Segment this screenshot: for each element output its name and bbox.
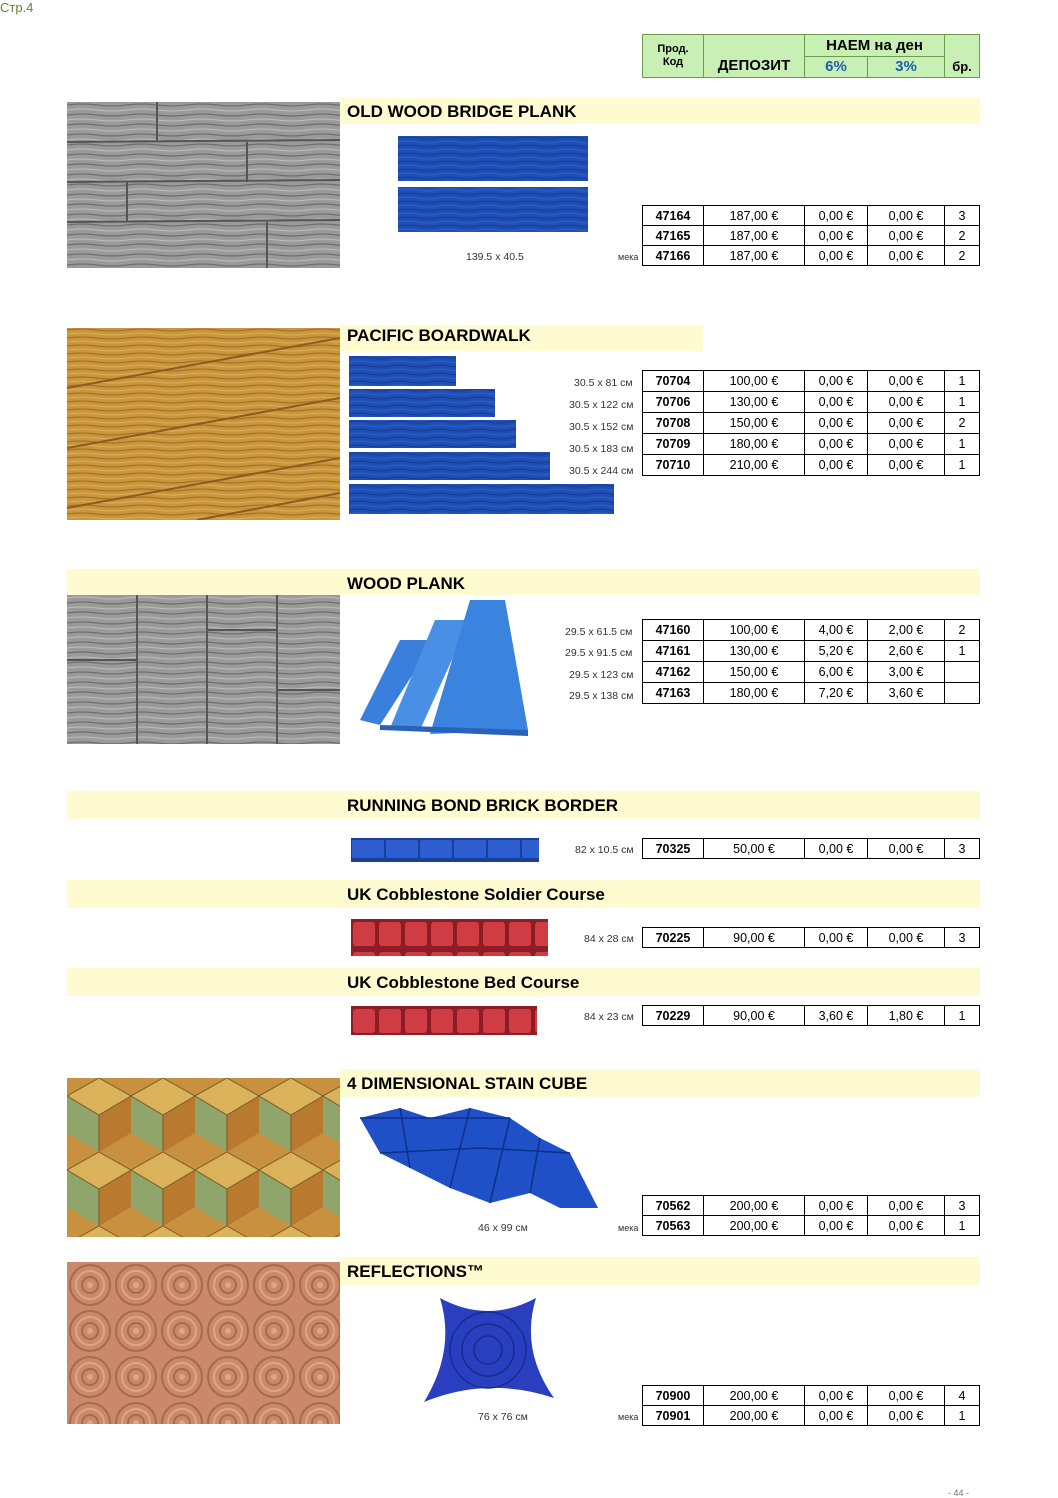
rent-3-value: 0,00 €	[868, 455, 945, 476]
table-row	[643, 1386, 980, 1406]
code-label-1: Прод.	[657, 43, 689, 55]
table-row	[643, 246, 980, 266]
rent-3-value: 3,00 €	[868, 662, 945, 683]
deposit-value: 200,00 €	[704, 1406, 805, 1426]
price-table-bed-course	[642, 1005, 980, 1026]
table-row	[643, 839, 980, 859]
section-title-soldier-course: UK Cobblestone Soldier Course	[347, 885, 605, 904]
qty-value: 2	[945, 413, 980, 434]
rent-6-value: 0,00 €	[805, 1386, 868, 1406]
section-title-reflections: REFLECTIONS™	[347, 1262, 484, 1281]
qty-header: бр.	[945, 35, 980, 78]
rate-6-header: 6%	[805, 56, 868, 78]
product-code: 70710	[643, 455, 704, 476]
product-code: 70562	[643, 1196, 704, 1216]
section-title-wood-plank: WOOD PLANK	[347, 574, 466, 593]
deposit-value: 187,00 €	[704, 246, 805, 266]
price-table-running-bond	[642, 838, 980, 859]
product-code: 70708	[643, 413, 704, 434]
qty-value: 1	[945, 1216, 980, 1236]
section-title-bed-course: UK Cobblestone Bed Course	[347, 973, 580, 992]
rent-6-value: 5,20 €	[805, 641, 868, 662]
rent-3-value: 0,00 €	[868, 928, 945, 948]
wood-plank-photo	[67, 570, 340, 744]
dimension-label: 46 x 99 см	[478, 1222, 528, 1234]
table-row	[643, 1216, 980, 1236]
rent-3-value: 0,00 €	[868, 206, 945, 226]
rent-3-value: 0,00 €	[868, 246, 945, 266]
table-row	[643, 392, 980, 413]
rent-3-value: 0,00 €	[868, 371, 945, 392]
price-table-old-wood-bridge	[642, 205, 980, 266]
qty-value: 2	[945, 226, 980, 246]
deposit-value: 200,00 €	[704, 1196, 805, 1216]
deposit-header: ДЕПОЗИТ	[704, 35, 805, 78]
product-code: 70704	[643, 371, 704, 392]
table-row	[643, 226, 980, 246]
table-row	[643, 1006, 980, 1026]
dimension-label: 29.5 x 123 см	[569, 669, 634, 681]
deposit-value: 100,00 €	[704, 371, 805, 392]
pacific-boardwalk-photo	[67, 328, 340, 520]
page-footer: - 44 -	[948, 1488, 970, 1498]
table-row	[643, 928, 980, 948]
deposit-value: 150,00 €	[704, 662, 805, 683]
section-title-running-bond: RUNNING BOND BRICK BORDER	[347, 796, 619, 815]
qty-value	[945, 683, 980, 704]
code-label-2: Код	[662, 56, 684, 68]
qty-value: 1	[945, 641, 980, 662]
price-table-soldier-course	[642, 927, 980, 948]
dimension-label: 82 x 10.5 см	[575, 844, 634, 856]
rent-3-value: 3,60 €	[868, 683, 945, 704]
product-code: 47160	[643, 620, 704, 641]
dimension-label: 84 x 28 см	[584, 933, 634, 945]
deposit-value: 180,00 €	[704, 434, 805, 455]
product-code: 47163	[643, 683, 704, 704]
wood-plank-mat-image	[360, 600, 530, 745]
rent-3-value: 0,00 €	[868, 1216, 945, 1236]
table-row	[643, 1196, 980, 1216]
table-row	[643, 371, 980, 392]
product-code: 70709	[643, 434, 704, 455]
dimension-label: 29.5 x 61.5 см	[565, 626, 633, 638]
qty-value	[945, 662, 980, 683]
dimension-label: 139.5 x 40.5	[466, 251, 524, 263]
table-row	[643, 1406, 980, 1426]
deposit-value: 100,00 €	[704, 620, 805, 641]
rent-3-value: 2,00 €	[868, 620, 945, 641]
rent-6-value: 0,00 €	[805, 1196, 868, 1216]
qty-value: 1	[945, 1006, 980, 1026]
rent-3-value: 0,00 €	[868, 1406, 945, 1426]
rent-6-value: 0,00 €	[805, 928, 868, 948]
section-title-old-wood-bridge-plank: OLD WOOD BRIDGE PLANK	[347, 102, 577, 121]
rent-6-value: 0,00 €	[805, 413, 868, 434]
qty-value: 1	[945, 392, 980, 413]
rent-6-value: 0,00 €	[805, 1406, 868, 1426]
reflections-mat-image	[420, 1294, 556, 1411]
qty-value: 4	[945, 1386, 980, 1406]
table-row	[643, 206, 980, 226]
deposit-value: 200,00 €	[704, 1216, 805, 1236]
rent-6-value: 7,20 €	[805, 683, 868, 704]
dimension-label: 30.5 x 81 см	[574, 377, 633, 389]
table-row	[643, 413, 980, 434]
dimension-label: 84 x 23 см	[584, 1011, 634, 1023]
section-title-stain-cube: 4 DIMENSIONAL STAIN CUBE	[347, 1074, 588, 1093]
soft-note: мека	[618, 252, 639, 262]
product-code: 70229	[643, 1006, 704, 1026]
dimension-label: 29.5 x 138 см	[569, 690, 634, 702]
qty-value: 3	[945, 928, 980, 948]
deposit-value: 180,00 €	[704, 683, 805, 704]
deposit-value: 50,00 €	[704, 839, 805, 859]
rent-6-value: 0,00 €	[805, 371, 868, 392]
rent-3-value: 1,80 €	[868, 1006, 945, 1026]
product-code: 47161	[643, 641, 704, 662]
qty-value: 1	[945, 1406, 980, 1426]
rent-6-value: 0,00 €	[805, 1216, 868, 1236]
product-code: 47166	[643, 246, 704, 266]
product-code: 47164	[643, 206, 704, 226]
dimension-label: 29.5 x 91.5 см	[565, 647, 633, 659]
rent-3-value: 0,00 €	[868, 226, 945, 246]
qty-value: 1	[945, 434, 980, 455]
product-code: 70900	[643, 1386, 704, 1406]
rent-6-value: 4,00 €	[805, 620, 868, 641]
rent-header: НАЕМ на ден	[805, 35, 945, 57]
soldier-course-mat-image	[351, 919, 548, 961]
reflections-photo	[67, 1262, 340, 1424]
table-row	[643, 434, 980, 455]
qty-value: 3	[945, 206, 980, 226]
page-number: Стр.4	[0, 0, 34, 15]
product-code: 70225	[643, 928, 704, 948]
table-row	[643, 641, 980, 662]
dimension-label: 30.5 x 244 см	[569, 465, 634, 477]
stain-cube-photo	[67, 1078, 340, 1237]
rent-6-value: 0,00 €	[805, 246, 868, 266]
product-code: 70901	[643, 1406, 704, 1426]
rent-6-value: 3,60 €	[805, 1006, 868, 1026]
table-row	[643, 455, 980, 476]
price-table-pacific-boardwalk	[642, 370, 980, 476]
qty-value: 2	[945, 620, 980, 641]
rent-6-value: 0,00 €	[805, 392, 868, 413]
title-bar	[67, 569, 980, 595]
rate-3-header: 3%	[868, 56, 945, 78]
product-code: 70563	[643, 1216, 704, 1236]
qty-value: 1	[945, 455, 980, 476]
section-title-pacific-boardwalk: PACIFIC BOARDWALK	[347, 326, 531, 345]
dimension-label: 30.5 x 152 см	[569, 421, 634, 433]
deposit-value: 210,00 €	[704, 455, 805, 476]
rent-6-value: 0,00 €	[805, 206, 868, 226]
rent-6-value: 0,00 €	[805, 226, 868, 246]
rent-3-value: 0,00 €	[868, 839, 945, 859]
dimension-label: 30.5 x 122 см	[569, 399, 634, 411]
dimension-label: 76 x 76 см	[478, 1411, 528, 1423]
table-row	[643, 683, 980, 704]
soft-note: мека	[618, 1412, 639, 1422]
dimension-label: 30.5 x 183 см	[569, 443, 634, 455]
price-table-reflections	[642, 1385, 980, 1426]
rent-3-value: 0,00 €	[868, 434, 945, 455]
price-table-stain-cube	[642, 1195, 980, 1236]
deposit-value: 90,00 €	[704, 1006, 805, 1026]
stain-cube-mat-image	[360, 1108, 600, 1219]
product-code: 47162	[643, 662, 704, 683]
rent-3-value: 0,00 €	[868, 1196, 945, 1216]
rent-6-value: 0,00 €	[805, 455, 868, 476]
deposit-value: 130,00 €	[704, 392, 805, 413]
product-code: 70325	[643, 839, 704, 859]
price-table-wood-plank	[642, 619, 980, 704]
deposit-value: 130,00 €	[704, 641, 805, 662]
rent-3-value: 2,60 €	[868, 641, 945, 662]
deposit-value: 90,00 €	[704, 928, 805, 948]
product-code: 70706	[643, 392, 704, 413]
table-row	[643, 662, 980, 683]
deposit-value: 200,00 €	[704, 1386, 805, 1406]
rent-3-value: 0,00 €	[868, 392, 945, 413]
rent-3-value: 0,00 €	[868, 413, 945, 434]
rent-6-value: 0,00 €	[805, 839, 868, 859]
old-wood-bridge-photo	[67, 102, 340, 268]
product-code: 47165	[643, 226, 704, 246]
table-row	[643, 620, 980, 641]
price-header	[642, 34, 980, 78]
qty-value: 3	[945, 839, 980, 859]
bed-course-mat-image	[351, 1006, 537, 1040]
qty-value: 1	[945, 371, 980, 392]
rent-6-value: 0,00 €	[805, 434, 868, 455]
rent-6-value: 6,00 €	[805, 662, 868, 683]
code-header	[643, 35, 704, 78]
rent-3-value: 0,00 €	[868, 1386, 945, 1406]
soft-note: мека	[618, 1223, 639, 1233]
deposit-value: 187,00 €	[704, 206, 805, 226]
old-wood-bridge-mat-image	[398, 136, 588, 237]
qty-value: 3	[945, 1196, 980, 1216]
deposit-value: 187,00 €	[704, 226, 805, 246]
qty-value: 2	[945, 246, 980, 266]
running-bond-mat-image	[351, 838, 539, 867]
deposit-value: 150,00 €	[704, 413, 805, 434]
